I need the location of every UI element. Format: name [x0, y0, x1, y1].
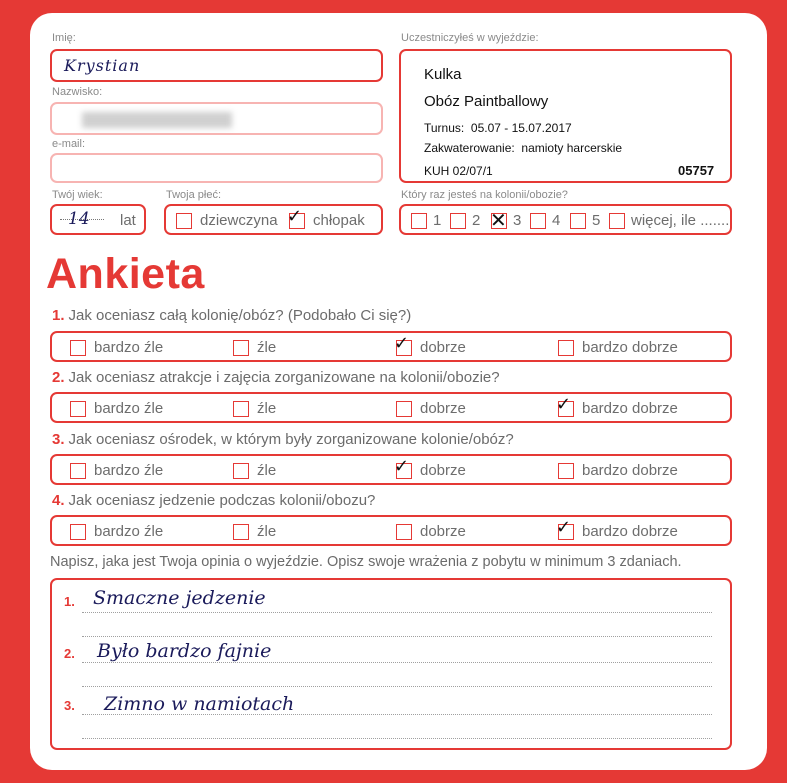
times-1-checkbox[interactable] — [411, 213, 427, 229]
times-option-3[interactable] — [490, 207, 522, 232]
age-value: 14 — [68, 209, 90, 229]
times-option-5[interactable] — [570, 212, 600, 229]
times-option-2[interactable] — [450, 212, 480, 229]
check-mark-icon: ✓ — [287, 205, 303, 227]
trip-code: KUH 02/07/1 — [424, 164, 493, 178]
cross-mark-icon: ✕ — [490, 207, 507, 232]
opinion-line-1-num: 1. — [64, 594, 75, 609]
gender-option-boy[interactable] — [287, 205, 365, 229]
times-2-label: 2 — [472, 212, 481, 229]
trip-number: 05757 — [678, 163, 715, 178]
opinion-prompt: Napisz, jaka jest Twoja opinia o wyjeździe. Opisz swoje wrażenia z pobytu w minimum 3 zdaniach. — [50, 554, 682, 570]
q1-option-very-bad[interactable]: bardzo źle — [70, 339, 163, 356]
opinion-line-3-text: Zimno w namiotach — [104, 693, 295, 715]
email-label: e-mail: — [52, 138, 86, 150]
question-1-options — [50, 331, 732, 362]
times-5-label: 5 — [592, 212, 601, 229]
q1-option-good[interactable]: ✓ dobrze — [394, 332, 466, 356]
times-4-checkbox[interactable] — [530, 213, 546, 229]
check-mark-icon: ✓ — [394, 455, 410, 477]
q4-option-very-bad[interactable]: bardzo źle — [70, 523, 163, 540]
trip-label: Uczestniczyłeś w wyjeździe: — [401, 32, 539, 44]
gender-group — [164, 204, 383, 235]
age-unit: lat — [120, 212, 136, 229]
times-3-label: 3 — [513, 212, 522, 229]
name-field[interactable] — [50, 49, 383, 82]
gender-boy-checkbox[interactable] — [287, 205, 305, 229]
q2-option-bad[interactable]: źle — [233, 400, 276, 417]
trip-accommodation: Zakwaterowanie: namioty harcerskie — [424, 141, 623, 155]
opinion-line-2-text: Było bardzo fajnie — [97, 640, 272, 662]
times-group — [399, 204, 732, 235]
opinion-line-1-text: Smaczne jedzenie — [93, 587, 266, 609]
times-4-label: 4 — [552, 212, 561, 229]
name-label: Imię: — [52, 32, 76, 44]
times-5-checkbox[interactable] — [570, 213, 586, 229]
q4-option-bad[interactable]: źle — [233, 523, 276, 540]
trip-turnus: Turnus: 05.07 - 15.07.2017 — [424, 121, 572, 135]
times-option-4[interactable] — [530, 212, 560, 229]
opinion-rule — [82, 612, 712, 613]
q2-option-good[interactable]: dobrze — [396, 400, 466, 417]
gender-option-girl[interactable] — [176, 212, 278, 229]
q3-option-bad[interactable]: źle — [233, 462, 276, 479]
opinion-rule — [82, 636, 712, 637]
question-1: 1. Jak oceniasz całą kolonię/obóz? (Podobało Ci się?) — [52, 307, 412, 324]
check-mark-icon: ✓ — [556, 516, 572, 538]
q1-option-bad[interactable]: źle — [233, 339, 276, 356]
times-more-label: więcej, ile ....... — [631, 212, 730, 229]
surname-label: Nazwisko: — [52, 86, 103, 98]
opinion-rule — [82, 686, 712, 687]
times-3-checkbox[interactable] — [490, 207, 507, 232]
times-1-label: 1 — [433, 212, 442, 229]
opinion-rule — [82, 738, 712, 739]
question-4: 4. Jak oceniasz jedzenie podczas kolonii/obozu? — [52, 492, 376, 509]
times-option-1[interactable] — [411, 212, 441, 229]
gender-boy-label: chłopak — [313, 212, 365, 229]
redacted-surname — [82, 112, 232, 128]
gender-label: Twoja płeć: — [166, 189, 222, 201]
opinion-line-3-num: 3. — [64, 698, 75, 713]
q4-option-very-good[interactable]: ✓ bardzo dobrze — [556, 516, 678, 540]
trip-info-box — [399, 49, 732, 183]
q3-option-very-bad[interactable]: bardzo źle — [70, 462, 163, 479]
question-3-options — [50, 454, 732, 485]
question-2-options — [50, 392, 732, 423]
surname-field[interactable] — [50, 102, 383, 135]
check-mark-icon: ✓ — [394, 332, 410, 354]
q4-option-good[interactable]: dobrze — [396, 523, 466, 540]
age-label: Twój wiek: — [52, 189, 103, 201]
q2-option-very-bad[interactable]: bardzo źle — [70, 400, 163, 417]
q3-option-good[interactable]: ✓ dobrze — [394, 455, 466, 479]
email-field[interactable] — [50, 153, 383, 183]
question-3: 3. Jak oceniasz ośrodek, w którym były zorganizowane kolonie/obóz? — [52, 431, 514, 448]
opinion-rule — [82, 714, 712, 715]
trip-title: Obóz Paintballowy — [424, 93, 549, 110]
opinion-line-2-num: 2. — [64, 646, 75, 661]
times-2-checkbox[interactable] — [450, 213, 466, 229]
gender-girl-checkbox[interactable] — [176, 213, 192, 229]
q3-option-very-good[interactable]: bardzo dobrze — [558, 462, 678, 479]
opinion-rule — [82, 662, 712, 663]
gender-girl-label: dziewczyna — [200, 212, 278, 229]
q1-option-very-good[interactable]: bardzo dobrze — [558, 339, 678, 356]
name-value: Krystian — [64, 56, 141, 75]
survey-title: Ankieta — [46, 250, 205, 298]
check-mark-icon: ✓ — [556, 393, 572, 415]
trip-name: Kulka — [424, 66, 462, 83]
times-label: Który raz jesteś na kolonii/obozie? — [401, 189, 568, 201]
q2-option-very-good[interactable]: ✓ bardzo dobrze — [556, 393, 678, 417]
times-more-checkbox[interactable] — [609, 213, 625, 229]
times-option-more[interactable] — [609, 212, 729, 229]
question-4-options — [50, 515, 732, 546]
age-field[interactable] — [50, 204, 146, 235]
question-2: 2. Jak oceniasz atrakcje i zajęcia zorganizowane na kolonii/obozie? — [52, 369, 500, 386]
